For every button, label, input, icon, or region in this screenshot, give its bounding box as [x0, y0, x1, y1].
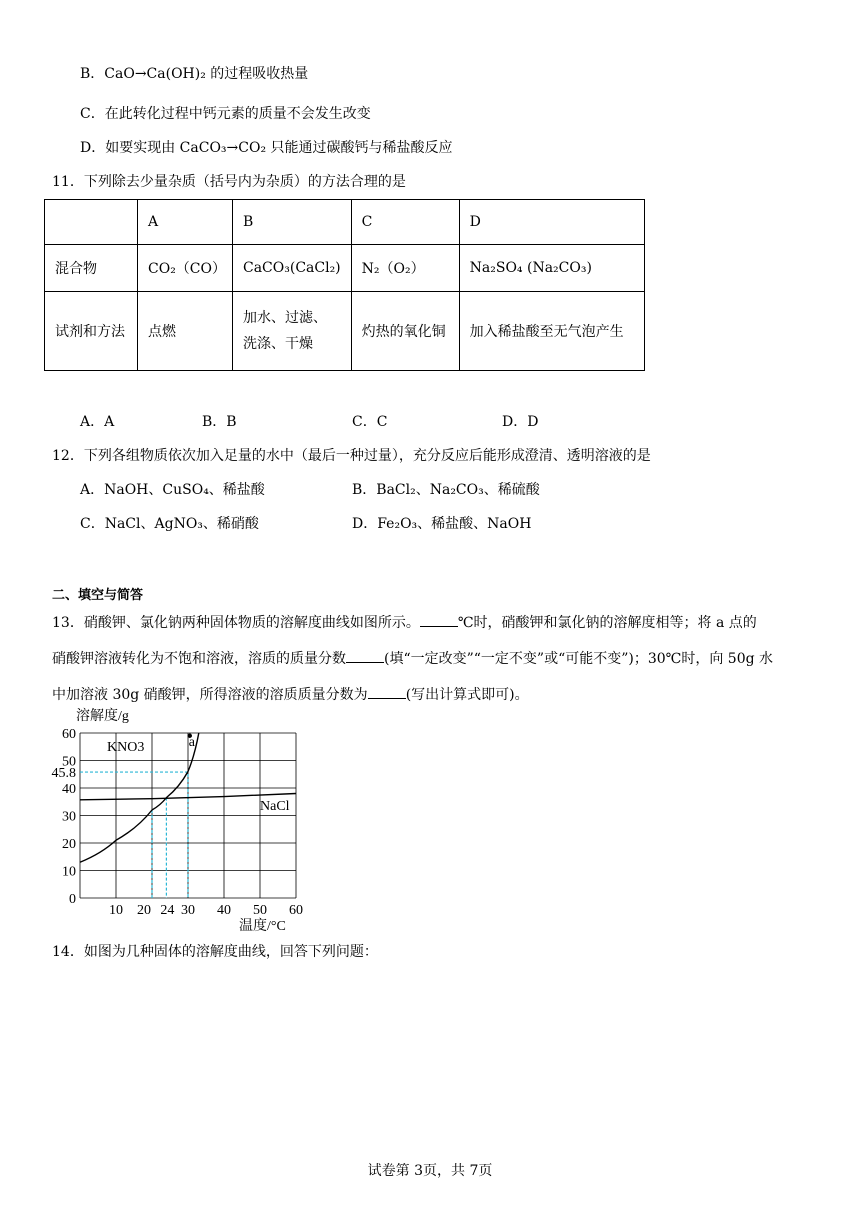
table-cell: 点燃	[138, 292, 233, 371]
q12-option-a: A．NaOH、CuSO₄、稀盐酸	[80, 482, 265, 498]
q12-option-b: B．BaCl₂、Na₂CO₃、稀硫酸	[352, 482, 540, 498]
y-tick-label: 30	[62, 809, 76, 825]
q11-option-d: D．D	[502, 414, 539, 430]
q11-option-b: B．B	[202, 414, 237, 430]
y-tick-label: 50	[62, 754, 76, 770]
answer-blank	[346, 648, 384, 663]
q10-option-c: C．在此转化过程中钙元素的质量不会发生改变	[80, 106, 371, 122]
section-heading: 二、填空与简答	[52, 588, 144, 603]
q11-stem: 11．下列除去少量杂质（括号内为杂质）的方法合理的是	[52, 174, 406, 190]
q12-option-d: D．Fe₂O₃、稀盐酸、NaOH	[352, 516, 532, 532]
q11-option-c: C．C	[352, 414, 388, 430]
q10-option-d: D．如要实现由 CaCO₃→CO₂ 只能通过碳酸钙与稀盐酸反应	[80, 140, 453, 156]
x-tick-label: 60	[289, 903, 303, 918]
x-tick-label: 20	[137, 903, 151, 918]
q13-text: 硝酸钾溶液转化为不饱和溶液，溶质的质量分数	[52, 651, 346, 667]
x-axis-label: 温度/°C	[239, 919, 286, 934]
table-cell: 混合物	[45, 245, 138, 292]
page-footer: 试卷第 3页，共 7页	[367, 1163, 493, 1179]
y-tick-label: 45.8	[51, 766, 76, 782]
solubility-chart	[44, 700, 303, 940]
x-tick-label: 40	[217, 903, 231, 918]
table-cell: CO₂（CO）	[138, 245, 233, 292]
y-tick-label: 0	[69, 892, 76, 907]
q13-text: (填“一定改变”“一定不变”或“可能不变”)；30℃时，向 50g 水	[384, 651, 774, 667]
q14-stem: 14．如图为几种固体的溶解度曲线，回答下列问题：	[52, 944, 378, 960]
guide-line-45-8	[80, 772, 188, 898]
x-tick-label: 50	[253, 903, 267, 918]
point-a-label: a	[188, 735, 196, 750]
table-cell	[233, 292, 352, 371]
table-cell: N₂（O₂）	[351, 245, 459, 292]
series-label-nacl: NaCl	[260, 798, 290, 814]
q11-table	[44, 199, 645, 371]
table-header-cell: D	[459, 200, 644, 245]
y-tick-label: 60	[62, 727, 76, 742]
table-cell: 试剂和方法	[45, 292, 138, 371]
q12-stem: 12．下列各组物质依次加入足量的水中（最后一种过量），充分反应后能形成澄清、透明溶液的是	[52, 448, 651, 464]
q11-option-a: A．A	[80, 414, 115, 430]
q10-option-b: B．CaO→Ca(OH)₂ 的过程吸收热量	[80, 66, 309, 82]
q13-text: (写出计算式即可)。	[405, 687, 529, 703]
q13-line-1	[52, 612, 757, 633]
q13-text: 中加溶液 30g 硝酸钾，所得溶液的溶质质量分数为	[52, 687, 368, 703]
table-cell-line: 加水、过滤、	[243, 310, 327, 326]
answer-blank	[420, 612, 458, 627]
x-tick-label: 30	[181, 903, 195, 918]
table-header-cell: A	[138, 200, 233, 245]
table-cell: 加入稀盐酸至无气泡产生	[459, 292, 644, 371]
table-header-cell: C	[351, 200, 459, 245]
y-axis-label: 溶解度/g	[76, 709, 129, 724]
table-cell: 灼热的氧化铜	[351, 292, 459, 371]
q13-text: 13．硝酸钾、氯化钠两种固体物质的溶解度曲线如图所示。	[52, 615, 420, 631]
table-header-cell: B	[233, 200, 352, 245]
table-cell-line: 洗涤、干燥	[243, 336, 313, 352]
answer-blank	[368, 684, 406, 699]
y-tick-label: 40	[62, 782, 76, 797]
table-cell: Na₂SO₄ (Na₂CO₃)	[459, 245, 644, 292]
q13-line-2	[52, 648, 773, 669]
table-header-cell	[45, 200, 138, 245]
y-tick-label: 20	[62, 837, 76, 852]
q12-option-c: C．NaCl、AgNO₃、稀硝酸	[80, 516, 259, 532]
y-tick-label: 10	[62, 864, 76, 880]
x-tick-label: 10	[109, 903, 123, 918]
series-label-kno3: KNO3	[107, 739, 145, 755]
x-tick-label: 24	[160, 903, 175, 918]
table-cell: CaCO₃(CaCl₂)	[233, 245, 352, 292]
q13-text: ℃时，硝酸钾和氯化钠的溶解度相等；将 a 点的	[457, 615, 757, 631]
